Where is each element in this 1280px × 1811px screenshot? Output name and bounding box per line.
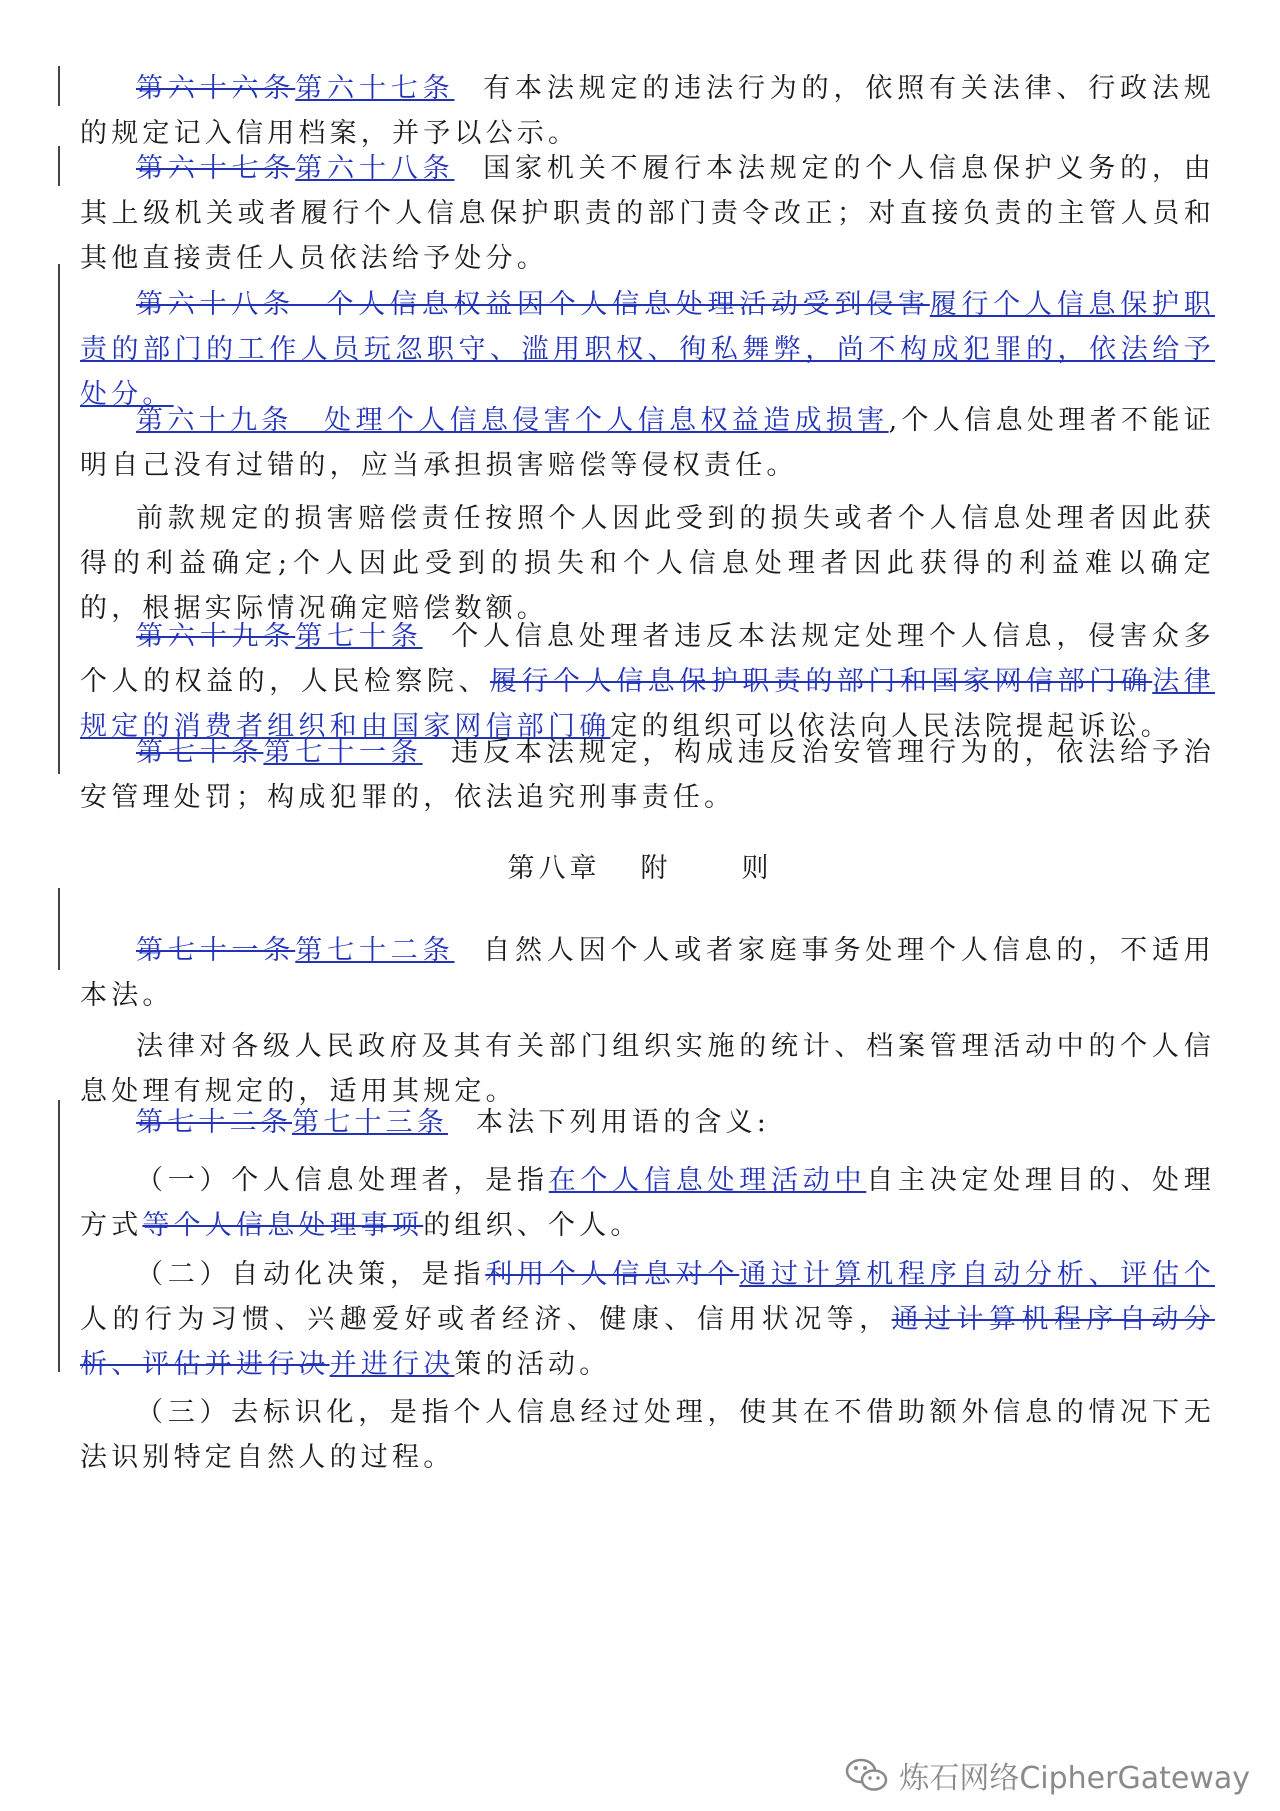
- article-text: ,个人信息处理者不能证明自己没有过错的，应当承担损害赔偿等侵权责任。: [80, 405, 1215, 481]
- watermark: [845, 1755, 1250, 1795]
- wechat-icon: [845, 1757, 889, 1793]
- article-text: 前款规定的损害赔偿责任按照个人因此受到的损失或者个人信息处理者因此获得的利益确定;个人因此受到的损失和个人信息处理者因此获得的利益难以确定的，根据实际情况确定赔偿数额。: [80, 503, 1215, 624]
- inserted-text: 通过计算机程序自动分析、评估个: [739, 1259, 1215, 1290]
- deleted-text: 履行个人信息保护职责的部门和国家网信部门确: [489, 666, 1153, 697]
- article-70: [80, 614, 1215, 749]
- article-text: 法律对各级人民政府及其有关部门组织实施的统计、档案管理活动中的个人信息处理有规定的，适用其规定。: [80, 1031, 1215, 1107]
- definition-text: 策的活动。: [454, 1349, 611, 1380]
- deleted-text: 第七十二条: [136, 1107, 292, 1138]
- definition-text: 自主决定处理目的、处理方式: [80, 1165, 1215, 1241]
- inserted-text: 并进行决: [329, 1349, 455, 1380]
- article-67: [80, 66, 1215, 156]
- article-text: 本法下列用语的含义:: [476, 1107, 771, 1138]
- deleted-text: 第六十六条: [136, 73, 296, 104]
- article-text: 个人信息处理者违反本法规定处理个人信息，侵害众多个人的权益的，人民检察院、: [80, 621, 1216, 697]
- deleted-text: 通过计算机程序自动分析、评估并进行决: [80, 1304, 1216, 1380]
- deleted-text: 第六十七条: [136, 153, 296, 184]
- chapter-number: 第八章: [507, 853, 601, 884]
- definition-1: [80, 1158, 1215, 1248]
- article-72: [80, 928, 1215, 1018]
- inserted-text: 第七十二条: [295, 935, 455, 966]
- revision-bar: [58, 888, 60, 970]
- revision-bar: [58, 264, 60, 774]
- article-73: [80, 1100, 1215, 1145]
- definition-text: （二）自动化决策，是指: [136, 1259, 486, 1290]
- inserted-text: 法律规定的消费者组织和由国家网信部门确: [80, 666, 1216, 742]
- revision-bar: [58, 146, 60, 186]
- deleted-text: 第七十一条: [136, 935, 296, 966]
- definition-text: 的组织、个人。: [423, 1210, 642, 1241]
- definition-3: [80, 1390, 1215, 1480]
- article-71: [80, 730, 1215, 820]
- revision-bar: [58, 1100, 60, 1372]
- chapter-name-part: 附: [640, 853, 672, 884]
- article-text: 有本法规定的违法行为的，依照有关法律、行政法规的规定记入信用档案，并予以公示。: [80, 73, 1216, 149]
- deleted-text: 第七十条: [136, 737, 264, 768]
- chapter-name-part: 则: [741, 853, 773, 884]
- inserted-text: 第六十八条: [295, 153, 455, 184]
- inserted-text: 在个人信息处理活动中: [548, 1165, 867, 1196]
- article-68: [80, 146, 1215, 281]
- article-text: 自然人因个人或者家庭事务处理个人信息的，不适用本法。: [80, 935, 1216, 1011]
- inserted-text: 第七十条: [295, 621, 423, 652]
- deleted-text: 等个人信息处理事项: [142, 1210, 424, 1241]
- inserted-text: 第七十三条: [292, 1107, 448, 1138]
- article-68-revised: [80, 282, 1215, 417]
- definition-text: 人的行为习惯、兴趣爱好或者经济、健康、信用状况等，: [80, 1304, 892, 1335]
- article-text: 定的组织可以依法向人民法院提起诉讼。: [610, 711, 1173, 742]
- article-text: 国家机关不履行本法规定的个人信息保护义务的，由其上级机关或者履行个人信息保护职责的部门责令改正；对直接负责的主管人员和其他直接责任人员依法给予处分。: [80, 153, 1216, 274]
- inserted-text: 第七十一条: [263, 737, 423, 768]
- inserted-text: 履行个人信息保护职责的部门的工作人员玩忽职守、滥用职权、徇私舞弊，尚不构成犯罪的，依法给予处分。: [80, 289, 1215, 410]
- deleted-text: 第六十九条: [136, 621, 296, 652]
- definition-text: （一）个人信息处理者，是指: [136, 1165, 549, 1196]
- deleted-text: 利用个人信息对个: [485, 1259, 740, 1290]
- revision-bar: [58, 66, 60, 106]
- watermark-text: 炼石网络CipherGateway: [899, 1761, 1250, 1796]
- definition-2: [80, 1252, 1215, 1387]
- article-69-paragraph-2: [80, 496, 1215, 631]
- inserted-text: 第六十九条 处理个人信息侵害个人信息权益造成损害: [136, 405, 889, 436]
- article-text: 违反本法规定，构成违反治安管理行为的，依法给予治安管理处罚；构成犯罪的，依法追究刑事责任。: [80, 737, 1216, 813]
- definition-text: （三）去标识化，是指个人信息经过处理，使其在不借助额外信息的情况下无法识别特定自然人的过程。: [80, 1397, 1215, 1473]
- chapter-title: [0, 846, 1280, 891]
- article-69: [80, 398, 1215, 488]
- inserted-text: 第六十七条: [295, 73, 455, 104]
- deleted-text: 第六十八条 个人信息权益因个人信息处理活动受到侵害: [136, 289, 930, 320]
